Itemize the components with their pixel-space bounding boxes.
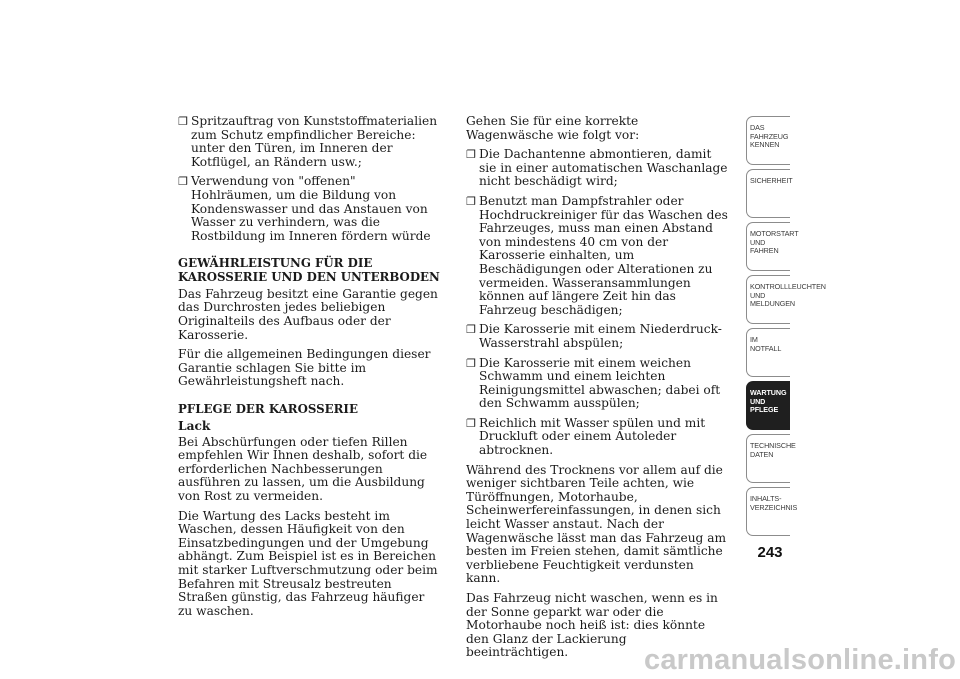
tab-label: WARTUNG UND PFLEGE: [750, 388, 787, 415]
checkbox-bullet-icon: ❐: [466, 194, 476, 208]
tab-label: MOTORSTART UND FAHREN: [750, 229, 799, 256]
page-number: 243: [757, 544, 783, 561]
checkbox-bullet-icon: ❐: [466, 148, 476, 162]
bullet-text: Die Karosserie mit einem weichen Schwamm und einem leichten Reinigungsmittel abwaschen; dabei oft den Schwamm ausspülen;: [479, 355, 721, 411]
tab-label: KONTROLLLEUCHTEN UND MELDUNGEN: [750, 282, 826, 309]
bullet-item: [466, 417, 729, 458]
bullet-item: [466, 195, 729, 317]
bullet-item: [466, 148, 729, 189]
paragraph: Für die allgemeinen Bedingungen dieser Garantie schlagen Sie bitte im Gewährleistungsheft nach.: [178, 347, 431, 389]
watermark: carmanualsonline.info: [644, 644, 956, 676]
bullet-item: [466, 323, 729, 350]
bullet-item: [178, 115, 440, 169]
paragraph: Während des Trocknens vor allem auf die weniger sichtbaren Teile achten, wie Türöffnungen, Motorhaube, Scheinwerfereinfassungen, in denen sich leicht Wasser anstaut. Nach der Wagenwäsche lässt man das Fahrzeug am besten im Freien stehen, damit sämtliche verbliebene Feuchtigkeit verdunsten kann.: [466, 462, 727, 586]
chapter-tabs: [746, 116, 826, 540]
checkbox-bullet-icon: ❐: [178, 175, 188, 189]
section-heading-warranty: GEWÄHRLEISTUNG FÜR DIE KAROSSERIE UND DEN UNTERBODEN: [178, 256, 440, 284]
left-text-column: [178, 115, 440, 624]
tab-motorstart-und-fahren[interactable]: [746, 222, 799, 271]
bullet-text: Verwendung von "offenen" Hohlräumen, um die Bildung von Kondenswasser und das Anstauen von Wasser zu verhindern, was die Rostbildung im Inneren fördern würde: [191, 174, 431, 243]
checkbox-bullet-icon: ❐: [466, 416, 476, 430]
bullet-text: Reichlich mit Wasser spülen und mit Druckluft oder einem Autoleder abtrocknen.: [479, 415, 706, 458]
tab-inhaltsverzeichnis[interactable]: [746, 487, 798, 536]
checkbox-bullet-icon: ❐: [178, 115, 188, 128]
tab-im-notfall[interactable]: [746, 328, 790, 377]
tab-label: SICHERHEIT: [750, 176, 793, 185]
tab-label: DAS FAHRZEUG KENNEN: [750, 123, 789, 150]
bullet-text: Die Karosserie mit einem Niederdruck-Wasserstrahl abspülen;: [479, 322, 722, 350]
right-text-column: [466, 115, 729, 666]
tab-kontrollleuchten-und-meldungen[interactable]: [746, 275, 826, 324]
checkbox-bullet-icon: ❐: [466, 356, 476, 370]
tab-technische-daten[interactable]: [746, 434, 796, 483]
checkbox-bullet-icon: ❐: [466, 323, 476, 337]
bullet-item: [466, 357, 729, 411]
tab-label: IM NOTFALL: [750, 335, 782, 353]
paragraph: Bei Abschürfungen oder tiefen Rillen empfehlen Wir Ihnen deshalb, sofort die erforderlichen Nachbesserungen ausführen zu lassen, um die Ausbildung von Rost zu vermeiden.: [178, 434, 428, 504]
section-heading-body-care: PFLEGE DER KAROSSERIE: [178, 401, 358, 416]
tab-label: TECHNISCHE DATEN: [750, 441, 796, 459]
paragraph: Gehen Sie für eine korrekte Wagenwäsche wie folgt vor:: [466, 114, 640, 142]
subheading-paint: Lack: [178, 419, 211, 434]
tab-label: INHALTS-VERZEICHNIS: [750, 494, 798, 512]
bullet-text: Spritzauftrag von Kunststoffmaterialien zum Schutz empfindlicher Bereiche: unter den Türen, im Inneren der Kotflügel, an Rändern usw.;: [191, 114, 438, 169]
paragraph: Das Fahrzeug besitzt eine Garantie gegen das Durchrosten jedes beliebigen Originalteils des Aufbaus oder der Karosserie.: [178, 286, 438, 342]
bullet-text: Die Dachantenne abmontieren, damit sie in einer automatischen Waschanlage nicht beschädigt wird;: [479, 147, 728, 189]
paragraph: Das Fahrzeug nicht waschen, wenn es in der Sonne geparkt war oder die Motorhaube noch heiß ist: dies könnte den Glanz der Lackierung beeinträchtigen.: [466, 591, 718, 660]
bullet-item: [178, 175, 440, 243]
tab-sicherheit[interactable]: [746, 169, 793, 218]
tab-das-fahrzeug-kennen[interactable]: [746, 116, 790, 165]
bullet-text: Benutzt man Dampfstrahler oder Hochdruckreiniger für das Waschen des Fahrzeuges, muss man einen Abstand von mindestens 40 cm von der Karosserie einhalten, um Beschädigungen oder Alterationen zu vermeiden. Wasseransammlungen können auf längere Zeit hin das Fahrzeug beschädigen;: [479, 193, 728, 317]
tab-wartung-und-pflege[interactable]: [746, 381, 790, 430]
paragraph: Die Wartung des Lacks besteht im Waschen, dessen Häufigkeit von den Einsatzbedingungen und der Umgebung abhängt. Zum Beispiel ist es in Bereichen mit starker Luftverschmutzung oder beim Befahren mit Streusalz bestreuten Straßen günstig, das Fahrzeug häufiger zu waschen.: [178, 508, 438, 618]
